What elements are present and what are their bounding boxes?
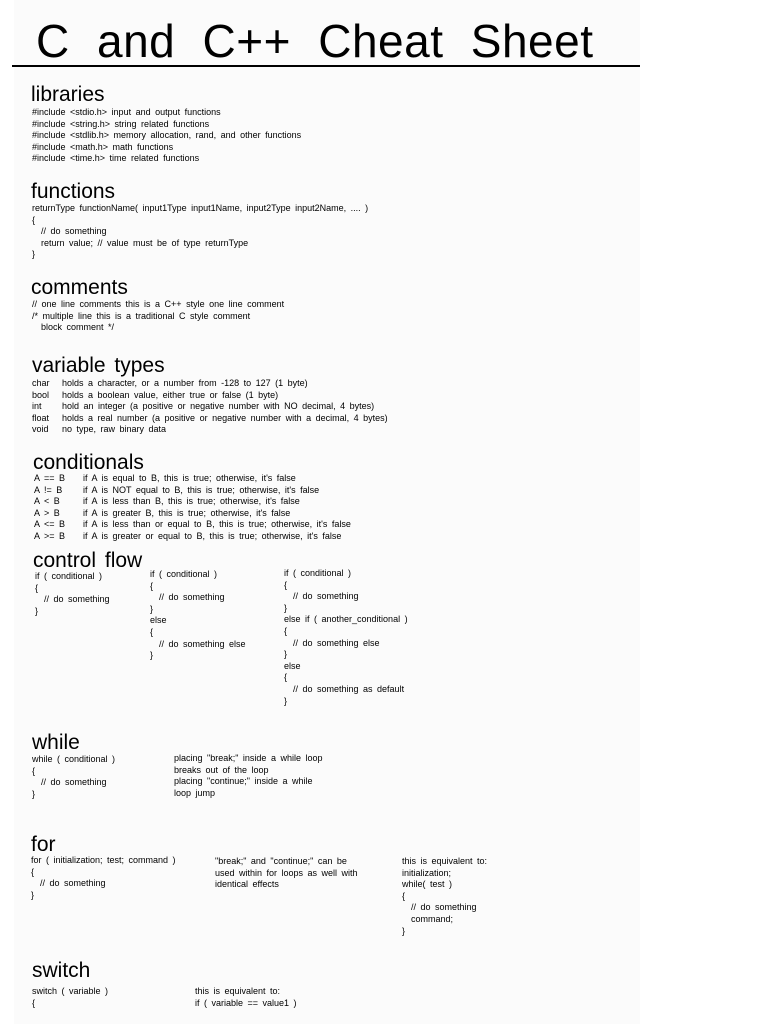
section-heading-conditionals: conditionals <box>33 451 144 474</box>
code-line: this is equivalent to: <box>402 856 488 866</box>
code-line: } <box>284 649 288 660</box>
variable-type-row <box>32 413 452 425</box>
code-line: // do something as default <box>284 683 405 694</box>
section-heading-switch: switch <box>32 959 91 982</box>
type-name: bool <box>32 389 50 400</box>
operator-expression: A >= B <box>34 530 66 541</box>
code-line: // do something <box>35 594 110 605</box>
code-line: { <box>284 672 288 683</box>
operator-expression: A <= B <box>34 519 66 530</box>
code-line: } <box>150 650 154 661</box>
code-line: } <box>31 889 35 900</box>
title-divider <box>12 65 640 67</box>
control-flow-if <box>35 571 110 617</box>
code-line: // do something else <box>284 637 380 648</box>
code-line: } <box>284 602 288 613</box>
variable-type-row <box>32 424 452 436</box>
code-line: // do something <box>284 591 359 602</box>
code-line: #include <string.h> string related functions <box>32 118 210 129</box>
operator-expression: A < B <box>34 496 60 507</box>
for-code <box>31 855 176 901</box>
code-line: { <box>35 582 39 593</box>
section-heading-comments: comments <box>31 276 128 299</box>
code-line: // do something <box>32 226 107 237</box>
operator-description: if A is equal to B, this is true; otherwise, it's false <box>83 473 296 483</box>
section-heading-functions: functions <box>31 180 116 203</box>
code-line: { <box>32 997 36 1008</box>
code-line: { <box>150 626 154 637</box>
section-heading-for: for <box>31 833 56 856</box>
code-line: initialization; <box>402 867 452 878</box>
for-equivalent <box>402 856 487 937</box>
code-line: // do something else <box>150 638 246 649</box>
code-line: while( test ) <box>402 879 453 890</box>
code-line: switch ( variable ) <box>32 986 109 996</box>
note-line: breaks out of the loop <box>174 764 269 775</box>
operator-description: if A is greater or equal to B, this is true; otherwise, it's false <box>83 530 342 541</box>
while-code <box>32 754 115 800</box>
section-heading-libraries: libraries <box>31 83 105 106</box>
while-notes <box>174 753 322 799</box>
conditional-row <box>34 508 434 520</box>
operator-expression: A == B <box>34 473 66 483</box>
code-line: for ( initialization; test; command ) <box>31 855 176 865</box>
functions-block <box>32 203 368 261</box>
code-line: else <box>284 660 301 671</box>
operator-description: if A is less than B, this is true; otherwise, it's false <box>83 496 300 507</box>
variable-type-row <box>32 390 452 402</box>
control-flow-else-if <box>284 568 408 707</box>
conditional-row <box>34 473 434 485</box>
operator-description: if A is NOT equal to B, this is true; otherwise, it's false <box>83 484 320 495</box>
code-line: } <box>32 249 36 260</box>
code-line: // do something <box>32 777 107 788</box>
type-name: int <box>32 401 42 412</box>
variable-type-row <box>32 401 452 413</box>
code-line: // do something <box>31 878 106 889</box>
code-line: { <box>284 579 288 590</box>
note-line: placing "break;" inside a while loop <box>174 753 323 763</box>
note-line: placing "continue;" inside a while <box>174 776 313 787</box>
conditional-row <box>34 531 434 543</box>
type-description: holds a real number (a positive or negative number with a decimal, 4 bytes) <box>62 412 388 423</box>
note-line: loop jump <box>174 787 216 798</box>
code-line: { <box>150 580 154 591</box>
type-description: holds a character, or a number from -128 to 127 (1 byte) <box>62 378 308 388</box>
code-line: /* multiple line this is a traditional C style comment <box>32 310 251 321</box>
type-description: no type, raw binary data <box>62 424 167 435</box>
switch-code <box>32 986 108 1009</box>
page-title: C and C++ Cheat Sheet <box>36 15 594 67</box>
code-line: // do something <box>402 902 477 913</box>
code-line: command; <box>402 913 454 924</box>
note-line: "break;" and "continue;" can be <box>215 856 347 866</box>
code-line: { <box>284 625 288 636</box>
code-line: { <box>402 890 406 901</box>
section-heading-while: while <box>32 731 80 754</box>
code-line: } <box>284 695 288 706</box>
switch-equivalent <box>195 986 297 1009</box>
code-line: // do something <box>150 592 225 603</box>
code-line: } <box>32 788 36 799</box>
section-heading-variable-types: variable types <box>32 354 165 377</box>
type-name: void <box>32 424 49 435</box>
comments-block <box>32 299 284 334</box>
code-line: } <box>402 925 406 936</box>
operator-expression: A > B <box>34 507 60 518</box>
type-name: float <box>32 412 50 423</box>
code-line: { <box>32 765 36 776</box>
code-line: { <box>31 866 35 877</box>
type-description: hold an integer (a positive or negative number with NO decimal, 4 bytes) <box>62 401 375 412</box>
code-line: { <box>32 214 36 225</box>
code-line: block comment */ <box>32 322 115 333</box>
type-description: holds a boolean value, either true or false (1 byte) <box>62 389 279 400</box>
operator-description: if A is greater B, this is true; otherwise, it's false <box>83 507 291 518</box>
conditional-row <box>34 485 434 497</box>
code-line: if ( conditional ) <box>284 568 352 578</box>
conditional-row <box>34 496 434 508</box>
code-line: while ( conditional ) <box>32 754 116 764</box>
code-line: #include <math.h> math functions <box>32 141 174 152</box>
note-line: identical effects <box>215 879 279 890</box>
code-line: if ( conditional ) <box>150 569 218 579</box>
control-flow-if-else <box>150 569 246 662</box>
code-line: #include <time.h> time related functions <box>32 153 200 164</box>
variable-type-row <box>32 378 452 390</box>
code-line: } <box>150 603 154 614</box>
section-heading-control-flow: control flow <box>33 549 143 572</box>
variable-types-table <box>32 378 452 436</box>
operator-description: if A is less than or equal to B, this is true; otherwise, it's false <box>83 519 351 530</box>
code-line: returnType functionName( input1Type input1Name, input2Type input2Name, .... ) <box>32 203 369 213</box>
operator-expression: A != B <box>34 484 63 495</box>
note-line: used within for loops as well with <box>215 867 358 878</box>
code-line: else <box>150 615 167 626</box>
code-line: if ( conditional ) <box>35 571 103 581</box>
conditionals-table <box>34 473 434 543</box>
code-line: #include <stdio.h> input and output functions <box>32 107 221 117</box>
code-line: } <box>35 605 39 616</box>
for-notes <box>215 856 358 891</box>
code-line: // one line comments this is a C++ style one line comment <box>32 299 285 309</box>
code-line: if ( variable == value1 ) <box>195 997 297 1008</box>
code-line: return value; // value must be of type returnType <box>32 237 249 248</box>
code-line: #include <stdlib.h> memory allocation, rand, and other functions <box>32 130 302 141</box>
type-name: char <box>32 378 50 388</box>
conditional-row <box>34 519 434 531</box>
libraries-block <box>32 107 301 165</box>
code-line: else if ( another_conditional ) <box>284 614 408 625</box>
code-line: this is equivalent to: <box>195 986 281 996</box>
